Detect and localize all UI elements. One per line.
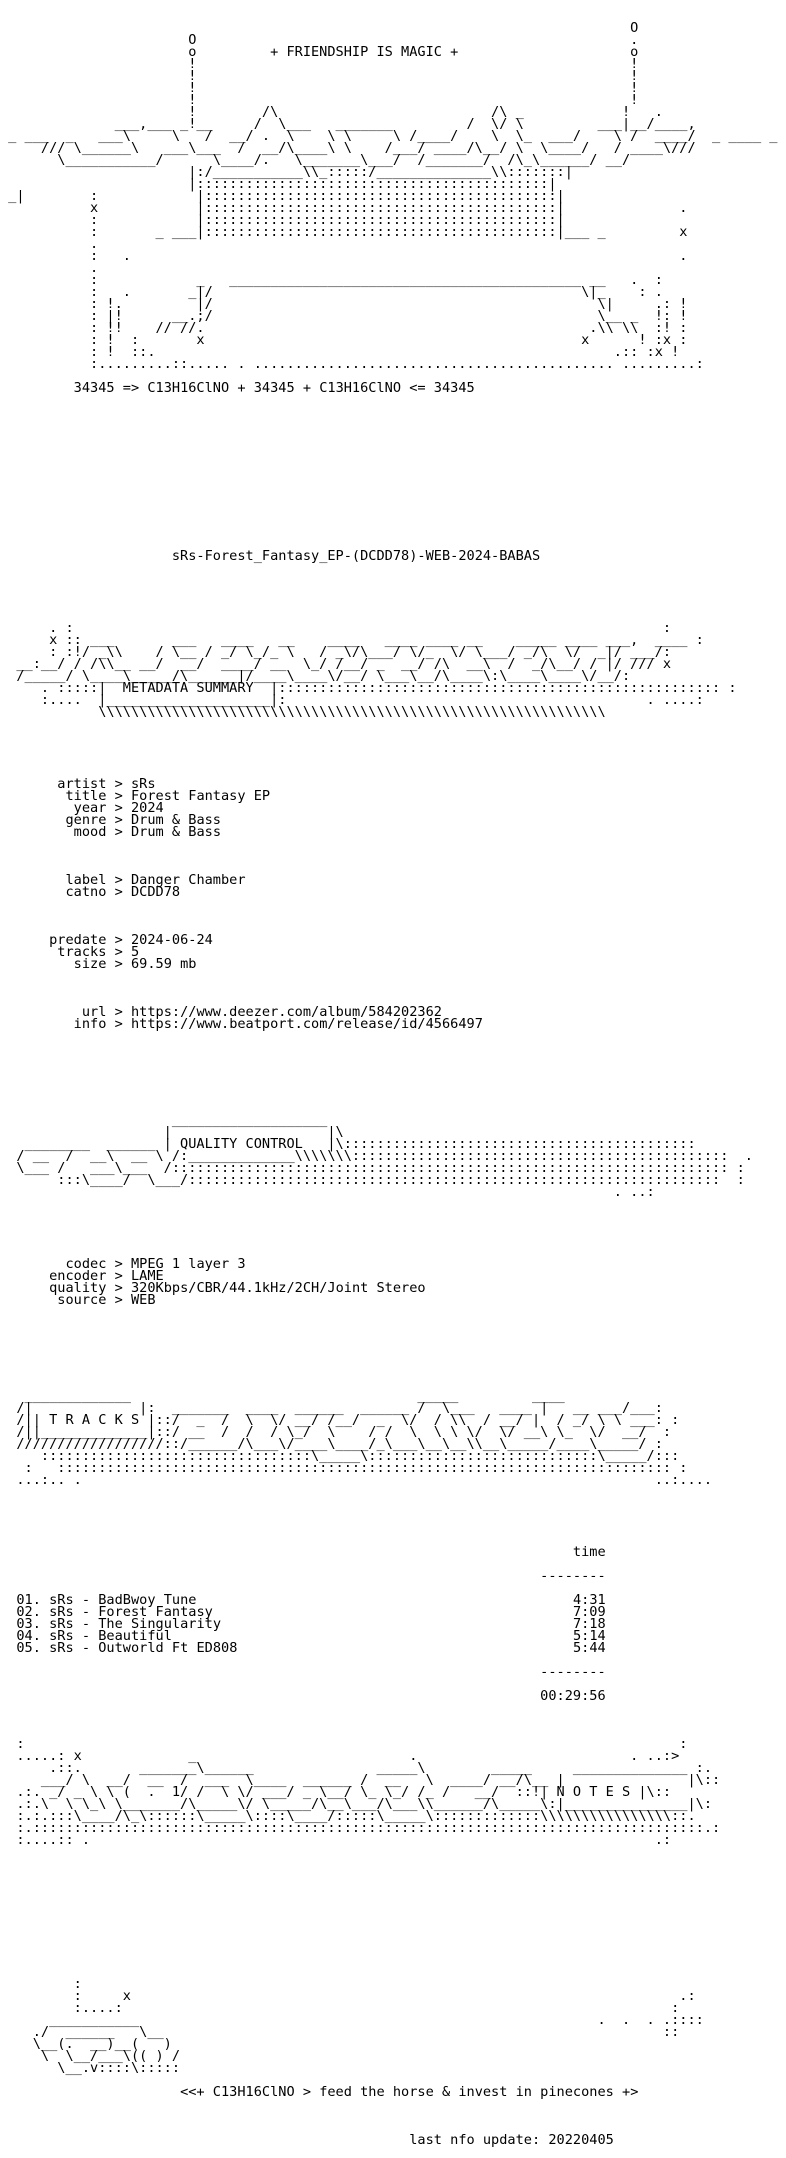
ascii-art-line: ___________________ <box>0 1112 328 1128</box>
ascii-art-line: : : <box>0 1736 688 1752</box>
spacer <box>0 1210 648 1222</box>
ascii-art-line: /||_____________|::/ __ / / / \_/ \ / / \ \ \ \/ \/ __\ \_ \/ __/ : <box>0 1424 672 1440</box>
spacer <box>0 1318 648 1330</box>
info-key: year <box>73 800 107 816</box>
spacer <box>0 1342 648 1354</box>
info-row: genre > Drum & Bass <box>65 812 221 828</box>
last-update-line: last nfo update: 20220405 <box>409 2132 614 2148</box>
ascii-art-line: . <box>0 260 688 276</box>
ascii-art-line: : |:::::::::::::::::::::::::::::::::::::::::::| <box>0 212 680 228</box>
info-row: title > Forest Fantasy EP <box>65 788 271 804</box>
ascii-art-line: O . <box>0 32 770 48</box>
ascii-art-line: : |! __.;/ \__ _ !: ! <box>0 308 688 324</box>
track-artist: sRs <box>49 1640 74 1656</box>
info-value: sRs <box>130 776 156 792</box>
info-key: mood <box>73 824 107 840</box>
ascii-art-line: . :::::| METADATA SUMMARY |:::::::::::::::::::::::::::::::::::::::::::::::::::::: : <box>0 680 737 696</box>
info-key: artist <box>57 776 107 792</box>
info-row: mood > Drum & Bass <box>73 824 222 840</box>
quality-list <box>0 1258 648 1306</box>
info-key: catno <box>65 884 107 900</box>
footer-slogan: <<+ C13H16ClNO > feed the horse & invest in pinecones +> <box>180 2084 639 2100</box>
spacer <box>0 1882 648 1894</box>
info-value: WEB <box>130 1292 156 1308</box>
ascii-art-line: : !! // //. .\\ \\ :! : <box>0 320 688 336</box>
ascii-art-line: ________ ______ | QUALITY CONTROL |\::::::::::::::::::::::::::::::::::::::::::: <box>0 1136 696 1152</box>
info-value: https://www.beatport.com/release/id/4566497 <box>130 1016 483 1032</box>
track-artist: sRs <box>49 1628 74 1644</box>
track-row: 04. sRs - Beautiful 5:14 <box>16 1628 606 1644</box>
ascii-art-line: ! ! <box>0 68 770 84</box>
ascii-art-line: ! ! <box>0 80 770 96</box>
metadata-summary-banner <box>0 620 737 720</box>
ascii-art-line: . <box>0 236 688 252</box>
info-value: Forest Fantasy EP <box>130 788 271 804</box>
last-update-date: 20220405 <box>548 2132 614 2148</box>
info-key: predate <box>49 932 107 948</box>
metadata-list <box>0 874 648 898</box>
info-value: DCDD78 <box>130 884 181 900</box>
info-key: encoder <box>49 1268 107 1284</box>
ascii-art-line: \__.v::::\::::: <box>0 2060 181 2076</box>
ascii-art-line: x :: ___ ___ ____ __ ____ ____ ____ __ _____ ____ ___, ____ : <box>0 632 704 648</box>
info-row: label > Danger Chamber <box>65 872 246 888</box>
info-key: label <box>65 872 107 888</box>
ascii-art-line: O <box>0 20 770 36</box>
ascii-art-line: : _ ___________________________________________ __ . : <box>0 272 663 288</box>
ascii-art-line: ___________ . . . .:::: <box>0 2012 704 2028</box>
info-row: catno > DCDD78 <box>65 884 181 900</box>
ascii-art-line: . : : <box>0 620 672 636</box>
spacer <box>0 982 648 994</box>
ascii-art-line: / __ / __\ __ \ /:_____________\\\\\\\:::::::::::::::::::::::::::::::::::::::::::::: . <box>0 1148 753 1164</box>
track-row: 02. sRs - Forest Fantasy 7:09 <box>16 1604 606 1620</box>
ascii-art-line: :.:.:::\____/\_\::::::\_____\::::\____/:::::\_____\:::::::::::::\\\\\\\\\\\\\\\\::. <box>0 1808 696 1824</box>
ascii-art-line: \___ / ___\___ /:::::::::::::::::::::::::::::::::::::::::::::::::::::::::::::::::::: : <box>0 1160 745 1176</box>
release-title: sRs-Forest_Fantasy_EP-(DCDD78)-WEB-2024-BABAS <box>171 548 541 564</box>
track-row: 01. sRs - BadBwoy Tune 4:31 <box>16 1592 606 1608</box>
ascii-art-line: _| : |:::::::::::::::::::::::::::::::::::::::::::| <box>0 188 680 204</box>
track-number: 05. <box>16 1640 41 1656</box>
formula-line <box>0 382 648 394</box>
ascii-art-line: :::::::::::::::::::::::::::::::::\_____\::::::::::::::::::::::::::::\_____/::: <box>0 1448 680 1464</box>
ascii-art-line: //////////////////::/______/\___\/____\____/_\___\__\__\\__\_____/____\_____/ : <box>0 1436 663 1452</box>
track-row: 03. sRs - The Singularity 7:18 <box>16 1616 606 1632</box>
track-artist: sRs <box>49 1604 74 1620</box>
info-key: genre <box>65 812 107 828</box>
ascii-art-line: .:.\ \ \_\ \_______/\_____\/ \_____/\__\___/\___\\______/\_____\:|_______________|\: <box>0 1796 713 1812</box>
ascii-art-line: ___,___ _!__ / \___ _______ / \/ \ ___|__/____, <box>0 116 762 132</box>
info-key: quality <box>49 1280 107 1296</box>
ascii-art-line: _____________ _____ ____ <box>0 1388 565 1404</box>
track-title: BadBwoy Tune <box>98 1592 197 1608</box>
spacer <box>0 730 648 742</box>
info-row: predate > 2024-06-24 <box>49 932 213 948</box>
track-number: 02. <box>16 1604 41 1620</box>
ascii-art-line: \\\\\\\\\\\\\\\\\\\\\\\\\\\\\\\\\\\\\\\\\\\\\\\\\\\\\\\\\\\\\\ <box>0 704 606 720</box>
ascii-art-line: ...:.. . ..:.... <box>0 1472 713 1488</box>
ascii-art-line: :.........::..... . ............................................ .........: <box>0 356 704 372</box>
spacer <box>0 1714 648 1726</box>
spacer <box>0 754 648 766</box>
track-row: 05. sRs - Outworld Ft ED808 5:44 <box>16 1640 606 1656</box>
ascii-art-line: /| |: _______ ____ ______ ______ / \___ ____ | __ ___/___: <box>0 1400 663 1416</box>
spacer <box>0 1930 648 1942</box>
spacer <box>0 1858 648 1870</box>
ascii-art-line: : <box>0 1976 82 1992</box>
ascii-art-line: ./ ______ \__ :: <box>0 2024 680 2040</box>
spacer <box>0 454 648 466</box>
track-list <box>0 1594 648 1654</box>
spacer <box>0 1066 648 1078</box>
info-row: size > 69.59 mb <box>73 956 197 972</box>
info-value: Drum & Bass <box>130 812 221 828</box>
track-artist: sRs <box>49 1592 74 1608</box>
spacer <box>0 1498 648 1510</box>
info-value: Danger Chamber <box>130 872 246 888</box>
info-row: encoder > LAME <box>49 1268 164 1284</box>
footer-ascii-art <box>0 1976 704 2076</box>
info-row: info > https://www.beatport.com/release/id/4566497 <box>73 1016 483 1032</box>
ascii-art-line: ___/ \ __/ __ / ___ \____ ______ / __ \ ____/ __/\__ | |\:: <box>0 1772 721 1788</box>
ascii-art-line: |:/___________\\_:::::/______________\\:::::::| <box>0 164 688 180</box>
ascii-art-line: \___________/ \____/. \_______\___/ /_______/ /\_\______/ __/ <box>0 152 713 168</box>
spacer <box>0 478 648 490</box>
metadata-list <box>0 778 648 838</box>
spacer <box>0 598 648 610</box>
ascii-art-line: :.... |____________________|: . ....: <box>0 692 704 708</box>
track-title: Outworld Ft ED808 <box>98 1640 238 1656</box>
spacer <box>0 2110 648 2122</box>
info-value: 2024 <box>130 800 164 816</box>
ascii-art-line: /_____/ \____\_____/\______|/____\____\/__/ \___\__/\____\:\____\____\/__/: <box>0 668 631 684</box>
ascii-art-line: \__(. __)__( ) <box>0 2036 172 2052</box>
info-row: codec > MPEG 1 layer 3 <box>65 1256 246 1272</box>
spacer <box>0 406 648 418</box>
spacer <box>0 1954 648 1966</box>
ascii-art-line: : !. |/ \| .: ! <box>0 296 688 312</box>
spacer <box>0 1366 648 1378</box>
metadata-list <box>0 1006 648 1030</box>
info-key: size <box>73 956 107 972</box>
ascii-art-line: :::\____/ \___/::::::::::::::::::::::::::::::::::::::::::::::::::::::::::::::::: : <box>0 1172 745 1188</box>
info-value: 2024-06-24 <box>130 932 213 948</box>
info-key: url <box>81 1004 107 1020</box>
info-key: info <box>73 1016 107 1032</box>
spacer <box>0 1234 648 1246</box>
ascii-art-line: |:::::::::::::::::::::::::::::::::::::::::::| <box>0 176 672 192</box>
ascii-art-line: ! ! <box>0 56 770 72</box>
info-row: source > WEB <box>57 1292 156 1308</box>
ascii-art-line: | |\ <box>0 1124 344 1140</box>
info-value: 320Kbps/CBR/44.1kHz/2CH/Joint Stereo <box>130 1280 426 1296</box>
info-row: tracks > 5 <box>57 944 140 960</box>
formula-text: 34345 => C13H16ClNO + 34345 + C13H16ClNO <= 34345 <box>73 380 475 396</box>
track-number: 04. <box>16 1628 41 1644</box>
spacer <box>0 910 648 922</box>
spacer <box>0 850 648 862</box>
nfo-document <box>0 10 786 2148</box>
ascii-art-line: . ..: <box>0 1184 655 1200</box>
ascii-art-line: : _ ___|:::::::::::::::::::::::::::::::::::::::::::|___ _ x <box>0 224 688 240</box>
ascii-art-line: :....: : <box>0 2000 680 2016</box>
ascii-art-line: :....:: . .: <box>0 1832 672 1848</box>
spacer <box>0 1090 648 1102</box>
info-key: source <box>57 1292 107 1308</box>
track-artist: sRs <box>49 1616 74 1632</box>
track-time: 4:31 <box>572 1592 606 1608</box>
ascii-art-line: ! ! <box>0 92 770 108</box>
info-row: quality > 320Kbps/CBR/44.1kHz/2CH/Joint Stereo <box>49 1280 426 1296</box>
track-time: 5:44 <box>572 1640 606 1656</box>
total-time: 00:29:56 <box>540 1688 606 1704</box>
ascii-art-line: : ! : x x ! :x : <box>0 332 688 348</box>
spacer <box>0 1522 648 1534</box>
track-time: 7:09 <box>572 1604 606 1620</box>
spacer <box>0 502 648 514</box>
info-value: Drum & Bass <box>130 824 222 840</box>
ascii-art-line: : ! ::. .:: :x ! <box>0 344 680 360</box>
ascii-art-line: \ \__/___\(( ) / <box>0 2048 181 2064</box>
track-title: Beautiful <box>98 1628 172 1644</box>
spacer <box>0 1042 648 1054</box>
footer-slogan-line <box>0 2086 648 2098</box>
tracks-banner <box>0 1388 713 1488</box>
metadata-list <box>0 934 648 970</box>
ascii-art-line: : :!/ _\\ / \__ / _/ \_/_ \ / _\/\___/ \/_ \/ \___/ _/\ \/ _|/ ___/: <box>0 644 672 660</box>
track-time: 7:18 <box>572 1616 606 1632</box>
info-value: LAME <box>130 1268 164 1284</box>
spacer <box>0 430 648 442</box>
track-title: The Singularity <box>98 1616 222 1632</box>
spacer <box>0 1906 648 1918</box>
ascii-art-line: _ ___ _ ___\ \ / __/ . \ \ \ \ /____/ \ \_ ___/ \ / ____/ _ ____ _ <box>0 128 786 144</box>
ascii-art-line: ! /\ /\ _ ! . <box>0 104 762 120</box>
tracks-rule-top: -------- <box>540 1568 606 1584</box>
ascii-art-line: .....: x _ . . ..:> <box>0 1748 680 1764</box>
info-row: artist > sRs <box>57 776 156 792</box>
ascii-art-line: /|| T R A C K S |::/ _ / \ \/ __/ /__/ _ \/ / \\ / __/ | / _/ \ \ ___: : <box>0 1412 680 1428</box>
ascii-art-line: :.::::::::::::::::::::::::::::::::::::::::::::::::::::::::::::::::::::::::::::::::::.: <box>0 1820 721 1836</box>
ascii-art-line: : . _|/ \|_ : . <box>0 284 663 300</box>
ascii-art-line: .:. _/ _ \ \ ( . 1/ / \ \/ ___/ _ \__/ \_ \_/ /_ / __/ ::!| N O T E S |\:: <box>0 1784 672 1800</box>
notes-banner <box>0 1736 721 1848</box>
info-row: year > 2024 <box>73 800 164 816</box>
info-value: 69.59 mb <box>130 956 197 972</box>
ascii-art-line: o + FRIENDSHIP IS MAGIC + o <box>0 44 770 60</box>
tracks-total <box>0 1690 648 1702</box>
info-key: tracks <box>57 944 107 960</box>
spacer <box>0 526 648 538</box>
track-number: 03. <box>16 1616 41 1632</box>
ascii-art-line: : x .: <box>0 1988 696 2004</box>
info-row: url > https://www.deezer.com/album/584202362 <box>81 1004 442 1020</box>
ascii-art-line: /// \______\ ___\___ / __/\____\ \ /___/ ____/\__/ \ \____/ / ____\/// <box>0 140 704 156</box>
header-ascii-art <box>0 20 786 372</box>
track-time: 5:14 <box>572 1628 606 1644</box>
info-key: title <box>65 788 107 804</box>
track-number: 01. <box>16 1592 41 1608</box>
tracks-time-header: time <box>572 1544 606 1560</box>
ascii-art-line: .::. _______\______ _____\ _____ ______________ :. <box>0 1760 713 1776</box>
track-title: Forest Fantasy <box>98 1604 213 1620</box>
info-value: MPEG 1 layer 3 <box>130 1256 246 1272</box>
release-title-line <box>0 550 648 562</box>
ascii-art-line: __:__/ / /\\__ __/ __/ ____/ __ \_/ /__/ _ __/ /\ __\ / _/\__/ / |/ /// x <box>0 656 672 672</box>
ascii-art-line: : ::::::::::::::::::::::::::::::::::::::::::::::::::::::::::::::::::::::::::: : <box>0 1460 688 1476</box>
spacer <box>0 574 648 586</box>
info-value: 5 <box>130 944 140 960</box>
info-value: https://www.deezer.com/album/584202362 <box>130 1004 442 1020</box>
quality-control-banner <box>0 1112 753 1200</box>
ascii-art-line: x |:::::::::::::::::::::::::::::::::::::::::::| . <box>0 200 688 216</box>
tracks-rule-bottom: -------- <box>540 1664 606 1680</box>
info-key: codec <box>65 1256 107 1272</box>
ascii-art-line: : . . <box>0 248 688 264</box>
